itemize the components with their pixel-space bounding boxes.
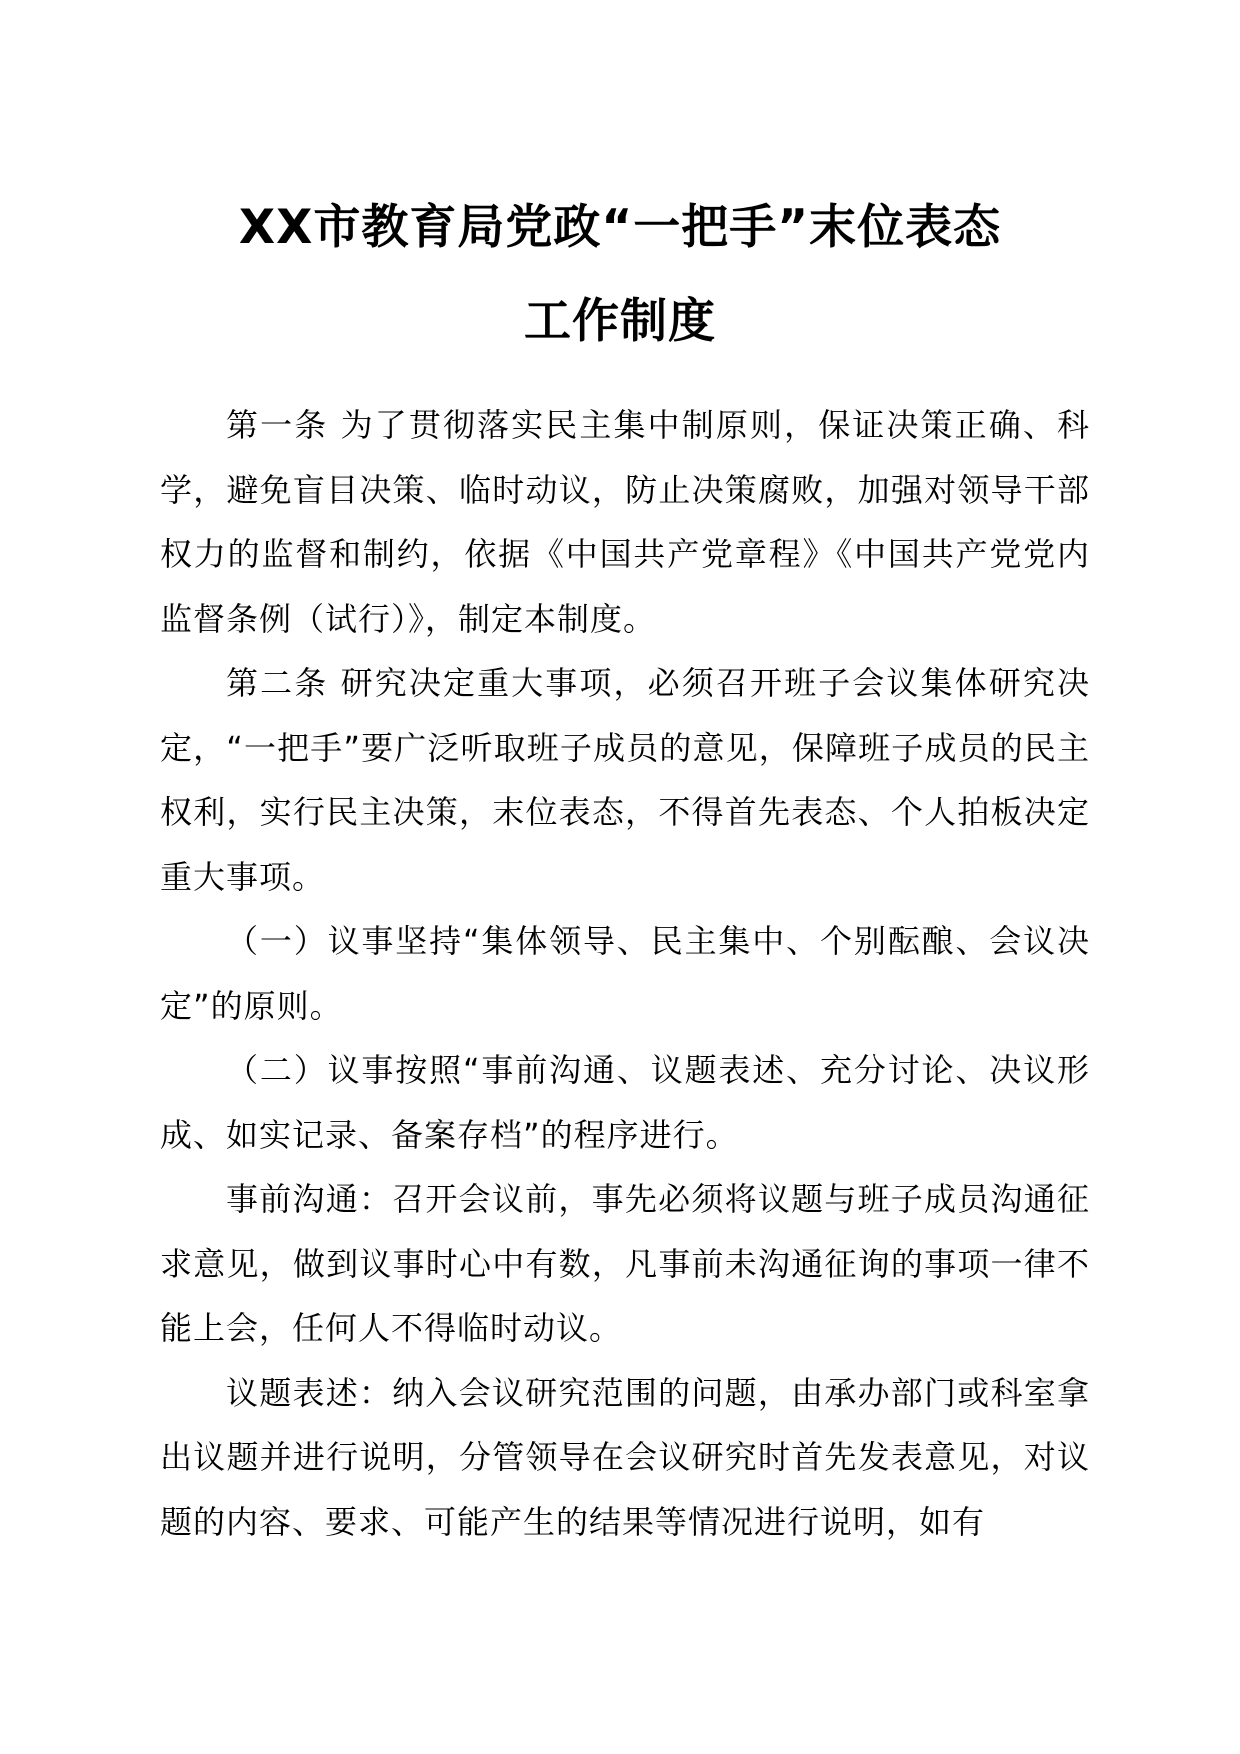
paragraph-article-1: 第一条 为了贯彻落实民主集中制原则，保证决策正确、科学，避免盲目决策、临时动议，防止决策腐败，加强对领导干部权力的监督和制约，依据《中国共产党章程》《中国共产党党内监督条例（试行）》，制定本制度。 xyxy=(160,406,1090,638)
paragraph-topic-statement: 议题表述：纳入会议研究范围的问题，由承办部门或科室拿出议题并进行说明，分管领导在会议研究时首先发表意见，对议题的内容、要求、可能产生的结果等情况进行说明，如有 xyxy=(160,1373,1090,1541)
document-title-line-1: XX市教育局党政“一把手”末位表态 xyxy=(238,200,1002,255)
paragraph-item-2: （二）议事按照“事前沟通、议题表述、充分讨论、决议形成、如实记录、备案存档”的程序进行。 xyxy=(160,1051,1090,1154)
paragraph-item-1: （一）议事坚持“集体领导、民主集中、个别酝酿、会议决定”的原则。 xyxy=(160,922,1090,1025)
paragraph-article-2: 第二条 研究决定重大事项，必须召开班子会议集体研究决定，“一把手”要广泛听取班子成员的意见，保障班子成员的民主权利，实行民主决策，末位表态，不得首先表态、个人拍板决定重大事项。 xyxy=(160,664,1090,896)
document-title-line-2: 工作制度 xyxy=(524,294,716,349)
document-body xyxy=(160,393,1090,1554)
paragraph-prior-communication: 事前沟通：召开会议前，事先必须将议题与班子成员沟通征求意见，做到议事时心中有数，凡事前未沟通征询的事项一律不能上会，任何人不得临时动议。 xyxy=(160,1180,1090,1347)
